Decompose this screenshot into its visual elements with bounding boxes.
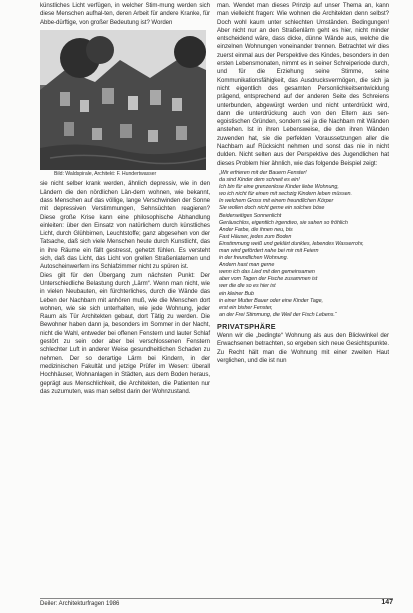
right-end-paragraph: Wenn wir die „bedingte“ Wohnung als aus den Blickwinkel der Erwachsenen betrachten, so ergeben sich neue Gesichtspunkte. Zu Recht hält man die Wohnung mit einer zweiten Haut verglichen, und die ist nun <box>217 331 389 364</box>
poem-line: da sind Kinder dem schneit es ein! <box>219 177 300 184</box>
section-heading: PRIVATSPHÄRE <box>217 321 276 331</box>
poem-line: man wird gefördert nahe bei mir mit Feiern <box>219 247 319 254</box>
poem-line: Ich bin für eine grenzenlose Kinder liebe Wohnung, <box>219 184 339 191</box>
poem-line: ein kleiner Bub <box>219 290 254 297</box>
poem-block <box>219 170 389 319</box>
architecture-photo <box>40 30 206 170</box>
page-footer <box>40 598 393 609</box>
poem-line: in der freundlichen Wohnung. <box>219 255 289 262</box>
poem-line: in einer Mutter Bauer oder eine Kinder Tage, <box>219 297 323 304</box>
building-illustration <box>40 30 206 170</box>
poem-line: erst ein bisher Fenster, <box>219 304 273 311</box>
poem-line: „Wir erfrieren mit der Bauern Fenster! <box>219 169 307 176</box>
poem-line: Geräuschlos, eigentlich irgendwo, sie sahen so fröhlich <box>219 219 348 226</box>
poem-line: wer die die so es hier ist <box>219 283 276 290</box>
poem-line: Sie wollen doch nicht gerne ein solches böse <box>219 205 325 212</box>
poem-line: wo ich nicht für einen mit sechzig Kindern leben müssen. <box>219 191 352 198</box>
poem-line: Einstimmung weiß und geklärt dunkles, lebendes Wasserrohr, <box>219 240 364 247</box>
poem-line: wenn ich das Lied mit den gemeinsamen <box>219 269 315 276</box>
left-second-paragraph: Dies gilt für den Übergang zum nächsten Punkt: Der Unterschiedliche Belastung durch „Lärm“. Wenn man nicht, wie in vielen Neubauten, ein fürchterliches, durch die Wände das Leben der Nachbarn mit anhören muß, wie die Menschen dort wohnen, wie sie sich unterhalten, wie jede Wohnung, jeder Raum als Tür Architekten gebaut, dort Tätig zu werden. Die Bewohner haben dann ja, besonders im Sommer in der Nacht, nicht die Wahl, entweder bei offenen Fenstern und lauter Schlaf gestört zu sein oder aber bei verschlossenen Fenstern schlechter Luft in anderer Weise gesundheitlichen Schaden zu nehmen. Der so derartige Lärm bei Kindern, in der medizinischen Fakultät und jetzige Prüfer im Wesen: überall Hochhäuser, Wohnanlagen in Städten, aus dem Boden heraus, geprägt aus Menschlichkeit, die Architekten, die Patienten nur das zuzumuten, was man selbst darin der Wohnzustand. <box>40 271 210 395</box>
left-column <box>40 2 210 396</box>
poem-line: an der Frei Stimmung, die Weil der Fisch Lebens.“ <box>219 311 337 318</box>
page-number: 147 <box>381 599 393 606</box>
left-top-paragraph: künstliches Licht verfügen, in welcher Stim-mung werden sich diese Menschen aufhal-ten, deren Arbeit für andere Kranke, für Abbe-dürftige, von großer Bedeutung ist? Worden <box>40 2 210 26</box>
left-main-paragraph: sie nicht selber krank werden, ähnlich depressiv, wie in den Ländern die den nördlichen Län-dern wohnen, wie bekannt, dass Menschen auf das völlige, lange Verschwinden der Sonne mit depressiven Verstimmungen, Sehnsüchten reagieren? Diese große Krise kann eine philosophische Abhandlung einleiten: über den Einsatz von natürlichem durch künstliches Licht, durch Glühbirnen, Leuchtstoffe; ganz abgesehen von der Tatsache, daß sich viele Menschen heute durch Kunstlicht, das in ihre Räume ein fällt gestresst, gehetzt fühlen. Es versteht sich, daß das Licht, das Licht von grellen Straßenlaternen und Autoscheinwerfern ins Schlafzimmer nicht zu spüren ist. <box>40 180 210 271</box>
right-column <box>217 2 389 365</box>
poem-line: aber vom Tagen der Fische zusammen ist <box>219 276 318 283</box>
poem-line: Ander Farbe, die ihnen neu, bis <box>219 226 293 233</box>
right-top-paragraph: man. Wendet man dieses Prinzip auf unser Thema an, kann man vielleicht fragen: Wie wohnen die Architekten denn selbst? Doch wohl kaum unter schlechten Umständen. Bedingungen! Aber nicht nur an den Straßenlärm geht es hier, nicht minder entscheidend wäre, dass dicke, dünne Wände aus, welche die einzelnen Wohnungen voneinander trennen. Betrachtet wir dies zuerst einmal aus der Perspektive des Kindes, besonders in den ersten Lebensmonaten, nimmt es in seiner Schreiperiode durch, und für die Erziehung seine Stimme, seine Kommunikationsfähigkeit, das Ausdrucksvermögen, die sich ja nicht eigentlich des gesamten Personlichkeitsentwicklung prägend, entsprechend auf der anderen Seite des Schreiens unterbunden, abgewürgt werden und nicht unterdrückt wird, dann die unterdrückung auch von den Eltern aus sen- egoistischen Gründen, sondern sei ja die Nachbarn mit Wänden anstehen. Ist in ihren Lebensweise, die den ihren Wänden zuwenden hat, sie die perfekten Voraussetzungen aller die Nachbarn auf Rücksicht nehmen und sonst das nie in nicht dulden. Nicht selten aus der Perspektive des Jugendlichen hat dieses Problem hier ähnlich, wie das folgende Beispiel zeigt: <box>217 2 389 167</box>
footer-source: Deiler: Architekturfragen 1986 <box>40 601 120 607</box>
poem-line: In welchem Gross mit einem freundlichen Körper <box>219 198 334 205</box>
poem-line: Fast Häuser, jedes zum Boden <box>219 233 292 240</box>
poem-line: Andern hast man gerne <box>219 262 275 269</box>
poem-line: Beiderseitiges Sonnenlicht <box>219 212 282 219</box>
figure-caption: Bild: Waldspirale, Architekt: F. Hundertwasser <box>54 170 157 177</box>
